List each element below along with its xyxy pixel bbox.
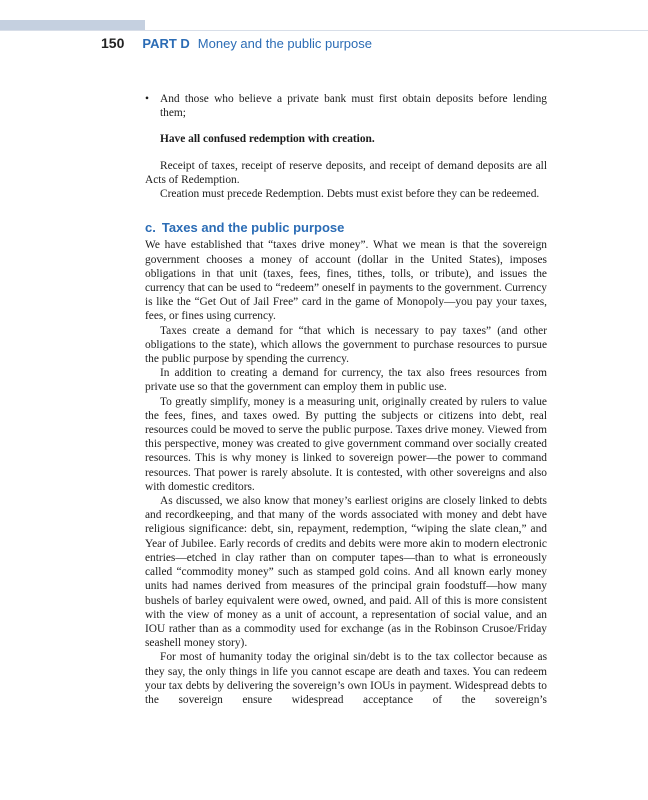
intro-paragraph-1: Receipt of taxes, receipt of reserve deposits, and receipt of demand deposits are all Acts of Redemption. [145,159,547,186]
page-number: 150 [101,35,125,51]
part-label: PART D [142,36,190,51]
page-body [145,92,547,707]
body-paragraph: For most of humanity today the original sin/debt is to the tax collector because as they say, the only things in life you cannot escape are death and taxes. You can redeem your tax debts by delivering the sovereign’s own IOUs in payment. Widespread debts to the sovereign ensure widespread acceptance of the sovereign’s [145,651,547,706]
section-letter: c. [145,220,156,236]
body-paragraph: To greatly simplify, money is a measuring unit, originally created by rulers to value the fees, fines, and taxes owed. By putting the subjects or citizens into debt, real resources could be moved to serve the public purpose. Taxes drive money. Viewed from this perspective, money was created to give government command over socially created resources. This is why money is linked to sovereign power—the power to command resources. That power is rarely absolute. It is contested, with other sovereigns and also with domestic creditors. [145,395,547,493]
header-divider [0,30,648,31]
bullet-text: And those who believe a private bank must first obtain deposits before lending them; [160,93,547,120]
body-paragraph: Taxes create a demand for “that which is necessary to pay taxes” (and other obligations to the state), which allows the government to purchase resources to pursue the public purpose by spending the currency. [145,324,547,366]
body-paragraph: As discussed, we also know that money’s earliest origins are closely linked to debts and recordkeeping, and that many of the words associated with money and debt have religious significance: debt, sin, repayment, redemption, “wiping the slate clean,” and Year of Jubilee. Early records of credits and debits were more akin to modern electronic entries—etched in clay rather than on computer tapes—than to what is erroneously called “commodity money” such as stamped gold coins. And all known early money units had names derived from measures of the principal grain foodstuff—how many bushels of barley equivalent were owed, owned, and paid. All of this is more consistent with the view of money as a unit of account, a representation of social value, and an IOU rather than as a commodity used for exchange (as in the Robinson Crusoe/Friday seashell money story). [145,495,547,650]
part-title: Money and the public purpose [197,36,372,51]
section-title: Taxes and the public purpose [161,220,345,236]
body-paragraph: We have established that “taxes drive money”. What we mean is that the sovereign government chooses a money of account (dollar in the United States), imposes obligations in that unit (taxes, fees, fines, tithes, tolls, or tribute), and issues the currency that can be used to “redeem” oneself in payments to the government. Currency is like the “Get Out of Jail Free” card in the game of Monopoly—you pay your taxes, fees, or fines using currency. [145,239,547,323]
body-paragraph: In addition to creating a demand for currency, the tax also frees resources from private use so that the government can employ them in public use. [145,367,547,394]
bullet-icon: • [145,93,149,105]
header-accent-bar [0,20,145,30]
intro-paragraph-2: Creation must precede Redemption. Debts must exist before they can be redeemed. [160,188,540,201]
bullet-item [145,92,547,120]
section-heading [145,221,547,235]
running-header [101,35,372,55]
bold-statement: Have all confused redemption with creation. [160,133,375,146]
